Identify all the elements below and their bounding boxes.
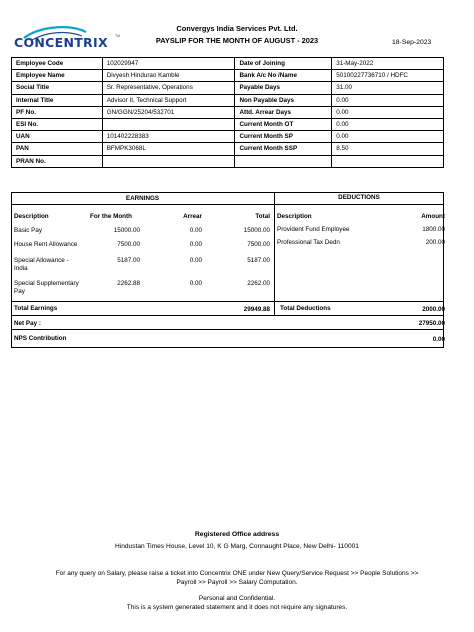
office-address: Hindustan Times House, Level 10, K G Marg, Connaught Place, New Delhi- 110001 — [115, 543, 359, 550]
info-label: UAN — [12, 131, 103, 143]
table-row — [12, 131, 444, 143]
info-value: 0.00 — [332, 94, 444, 106]
deduction-desc: Professional Tax Dedn — [277, 239, 340, 246]
deduction-amount: 1800.00 — [422, 226, 445, 233]
info-value: 0.00 — [332, 118, 444, 130]
earning-month: 15000.00 — [113, 227, 140, 234]
info-value: 0.00 — [332, 106, 444, 118]
earning-month: 2262.88 — [117, 280, 140, 287]
nps-value: 0.00 — [432, 336, 445, 343]
earnings-heading: EARNINGS — [125, 195, 160, 202]
info-label: Social Title — [12, 82, 103, 94]
info-label: Current Month SSP — [235, 143, 332, 155]
deduction-amount: 200.00 — [425, 239, 445, 246]
earning-desc: House Rent Allowance — [14, 241, 78, 248]
info-label: Employee Name — [12, 70, 103, 82]
table-row — [12, 155, 444, 167]
earnings-col-total: Total — [255, 213, 270, 220]
total-deductions-label: Total Deductions — [280, 305, 331, 312]
info-value: 31-May-2022 — [332, 58, 444, 70]
info-label: PF No. — [12, 106, 103, 118]
earning-arrear: 0.00 — [189, 241, 202, 248]
nps-label: NPS Contribution — [14, 335, 67, 342]
query-line-1: For any query on Salary, please raise a ticket into Concentrix ONE under New Query/Service Request >> People Solutions >> — [55, 570, 419, 577]
info-empty — [235, 155, 332, 167]
info-value — [102, 155, 235, 167]
earning-total: 7500.00 — [247, 241, 270, 248]
info-value: 50100227736710 / HDFC — [332, 70, 444, 82]
info-value: Divyesh Hindurao Kamble — [102, 70, 235, 82]
info-value: Advisor II, Technical Support — [102, 94, 235, 106]
info-label: Employee Code — [12, 58, 103, 70]
info-label: Payable Days — [235, 82, 332, 94]
total-earnings-value: 29949.88 — [243, 306, 270, 313]
total-earnings-label: Total Earnings — [14, 305, 58, 312]
divider — [11, 204, 444, 205]
table-row — [12, 118, 444, 130]
deductions-col-description: Description — [277, 213, 312, 220]
deduction-desc: Provident Fund Employee — [277, 226, 350, 233]
confidential-note: Personal and Confidential. — [198, 595, 276, 602]
earnings-deductions-block — [11, 192, 444, 316]
info-value — [102, 118, 235, 130]
divider — [274, 192, 275, 316]
table-row — [12, 94, 444, 106]
info-label: Date of Joining — [235, 58, 332, 70]
office-title: Registered Office address — [194, 531, 280, 538]
earning-total: 5187.00 — [247, 257, 270, 264]
logo-tm: TM — [115, 34, 121, 38]
info-value: 0.00 — [332, 131, 444, 143]
earning-month: 5187.00 — [117, 257, 140, 264]
earning-total: 2262.00 — [247, 280, 270, 287]
info-value: Sr. Representative, Operations — [102, 82, 235, 94]
deductions-col-amount: Amount — [421, 213, 445, 220]
earnings-col-description: Description — [14, 213, 49, 220]
total-deductions-value: 2000.00 — [422, 306, 445, 313]
earning-arrear: 0.00 — [189, 257, 202, 264]
info-value: GN/GGN/25204/532701 — [102, 106, 235, 118]
earning-arrear: 0.00 — [189, 280, 202, 287]
info-value: BFMPK3068L — [102, 143, 235, 155]
info-value: 101402228383 — [102, 131, 235, 143]
earning-total: 15000.00 — [243, 227, 270, 234]
info-value: 31.00 — [332, 82, 444, 94]
earnings-col-arrear: Arrear — [183, 213, 202, 220]
earning-desc: Special Allowance - India — [14, 257, 69, 272]
employee-info-table — [11, 57, 444, 168]
table-row — [12, 143, 444, 155]
info-label: Attd. Arrear Days — [235, 106, 332, 118]
payslip-date: 18-Sep-2023 — [392, 39, 432, 46]
table-row — [12, 82, 444, 94]
info-value: 102029947 — [102, 58, 235, 70]
info-label: PAN — [12, 143, 103, 155]
earning-arrear: 0.00 — [189, 227, 202, 234]
info-value: 8.50 — [332, 143, 444, 155]
earning-desc: Basic Pay — [14, 227, 42, 234]
earnings-col-month: For the Month — [90, 213, 132, 220]
logo-text: CONCENTRIX — [14, 35, 108, 50]
info-label: Current Month OT — [235, 118, 332, 130]
info-label: Internal Title — [12, 94, 103, 106]
earning-desc: Special Supplementary Pay — [14, 280, 79, 295]
system-note: This is a system generated statement and it does not require any signatures. — [126, 604, 348, 611]
net-pay-label: Net Pay : — [14, 320, 41, 327]
info-label: PRAN No. — [12, 155, 103, 167]
net-pay-value: 27950.00 — [418, 320, 445, 327]
query-line-2: Payroll >> Payroll >> Salary Computation. — [176, 579, 298, 586]
net-pay-box — [11, 316, 444, 330]
info-empty — [332, 155, 444, 167]
table-row — [12, 106, 444, 118]
table-row — [12, 58, 444, 70]
payslip-title: PAYSLIP FOR THE MONTH OF AUGUST - 2023 — [155, 36, 319, 45]
info-label: Bank A/c No /Name — [235, 70, 332, 82]
info-label: Non Payable Days — [235, 94, 332, 106]
earning-month: 7500.00 — [117, 241, 140, 248]
nps-box — [11, 330, 444, 348]
table-row — [12, 70, 444, 82]
company-name: Convergys India Services Pvt. Ltd. — [176, 24, 298, 33]
info-label: Current Month SP — [235, 131, 332, 143]
deductions-heading: DEDUCTIONS — [338, 194, 380, 201]
info-label: ESI No. — [12, 118, 103, 130]
divider — [11, 301, 444, 302]
